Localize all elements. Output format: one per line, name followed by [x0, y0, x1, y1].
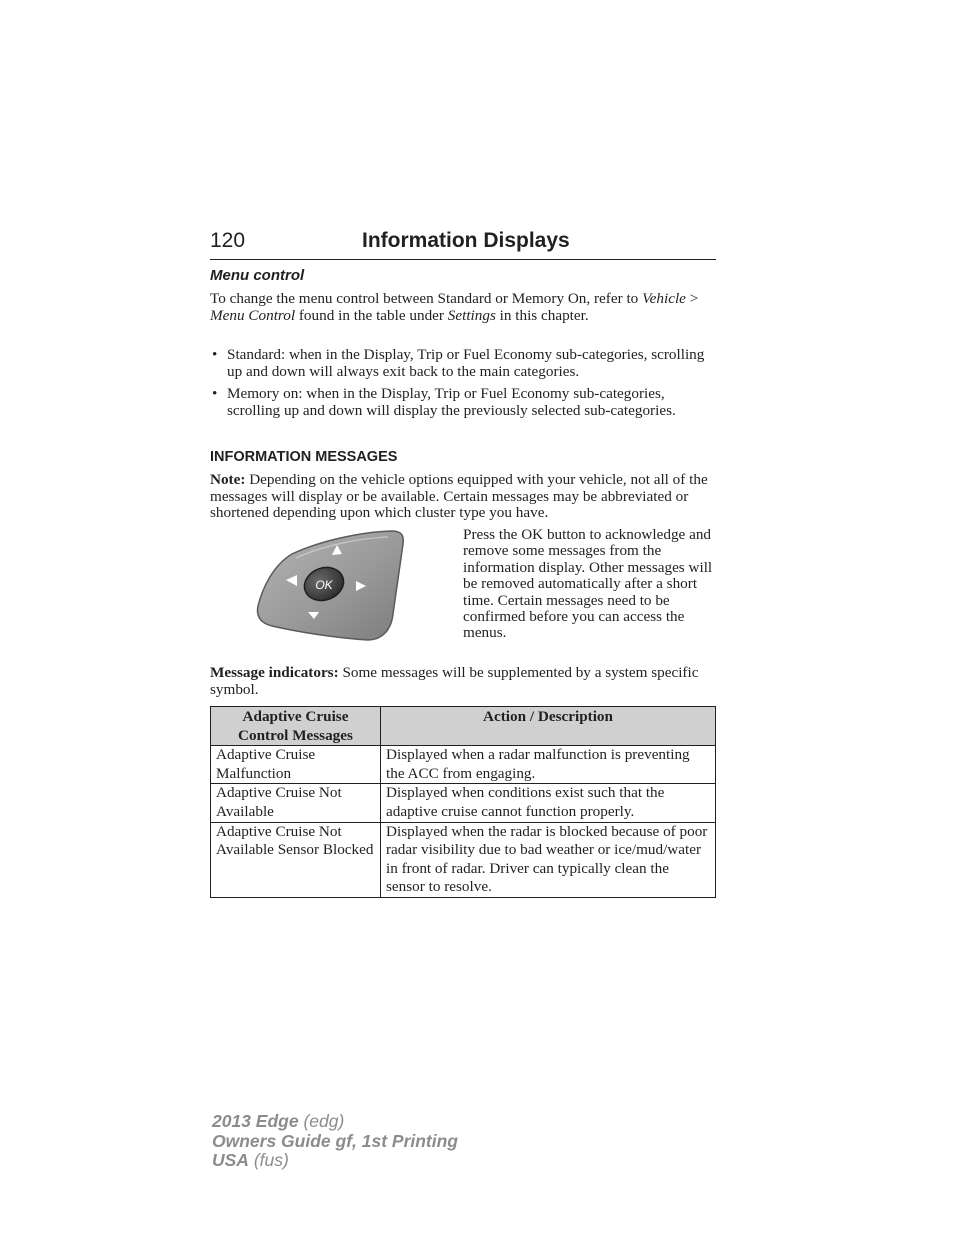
- table-row: [211, 822, 716, 897]
- footer-line-model: 2013 Edge (edg): [212, 1111, 345, 1131]
- page-number: 120: [210, 229, 246, 252]
- chapter-title: Information Displays: [362, 229, 570, 252]
- table-row: [211, 746, 716, 784]
- menu-control-paragraph: To change the menu control between Standard or Memory On, refer to Vehicle > Menu Control found in the table under Settings in this chapter.: [210, 290, 699, 324]
- table-cell-message: Adaptive Cruise Not Available: [211, 784, 381, 822]
- message-indicators-paragraph: Message indicators: Some messages will be supplemented by a system specific symbol.: [210, 664, 699, 698]
- table-cell-description: Displayed when the radar is blocked because of poor radar visibility due to bad weather or ice/mud/water in front of radar. Driver can typically clean the sensor to resolve.: [381, 822, 716, 897]
- bullet-standard: • Standard: when in the Display, Trip or Fuel Economy sub-categories, scrolling up and down will always exit back to the main categories.: [212, 346, 705, 380]
- adaptive-cruise-messages-table: [210, 706, 716, 898]
- note-paragraph: Note: Depending on the vehicle options equipped with your vehicle, not all of the messages will display or be available. Certain messages may be abbreviated or shortened depending upon which cluster type you have.: [210, 471, 708, 522]
- table-row: [211, 784, 716, 822]
- table-header-messages: Adaptive Cruise Control Messages: [211, 707, 381, 746]
- steering-wheel-ok-button-illustration: [252, 528, 408, 646]
- ok-button-label: OK: [315, 578, 333, 592]
- footer-line-market: USA (fus): [212, 1150, 289, 1170]
- table-header-description: Action / Description: [381, 707, 716, 746]
- table-cell-description: Displayed when conditions exist such that the adaptive cruise cannot function properly.: [381, 784, 716, 822]
- table-cell-description: Displayed when a radar malfunction is preventing the ACC from engaging.: [381, 746, 716, 784]
- page-footer: [212, 1112, 458, 1171]
- bullet-memory-on: • Memory on: when in the Display, Trip or Fuel Economy sub-categories, scrolling up and down will display the previously selected sub-categories.: [212, 385, 676, 419]
- information-messages-heading: INFORMATION MESSAGES: [210, 449, 398, 465]
- bullet-dot: •: [212, 346, 218, 363]
- table-cell-message: Adaptive Cruise Not Available Sensor Blocked: [211, 822, 381, 897]
- table-header-row: [211, 707, 716, 746]
- menu-control-heading: Menu control: [210, 267, 305, 284]
- footer-line-guide: Owners Guide gf, 1st Printing: [212, 1130, 458, 1151]
- table-cell-message: Adaptive Cruise Malfunction: [211, 746, 381, 784]
- ok-button-paragraph: Press the OK button to acknowledge and remove some messages from the information display. Other messages will be removed automatically after a short time. Certain messages need to be confirmed before you can access the menus.: [463, 526, 713, 642]
- page-header: [210, 229, 716, 260]
- bullet-dot: •: [212, 385, 218, 402]
